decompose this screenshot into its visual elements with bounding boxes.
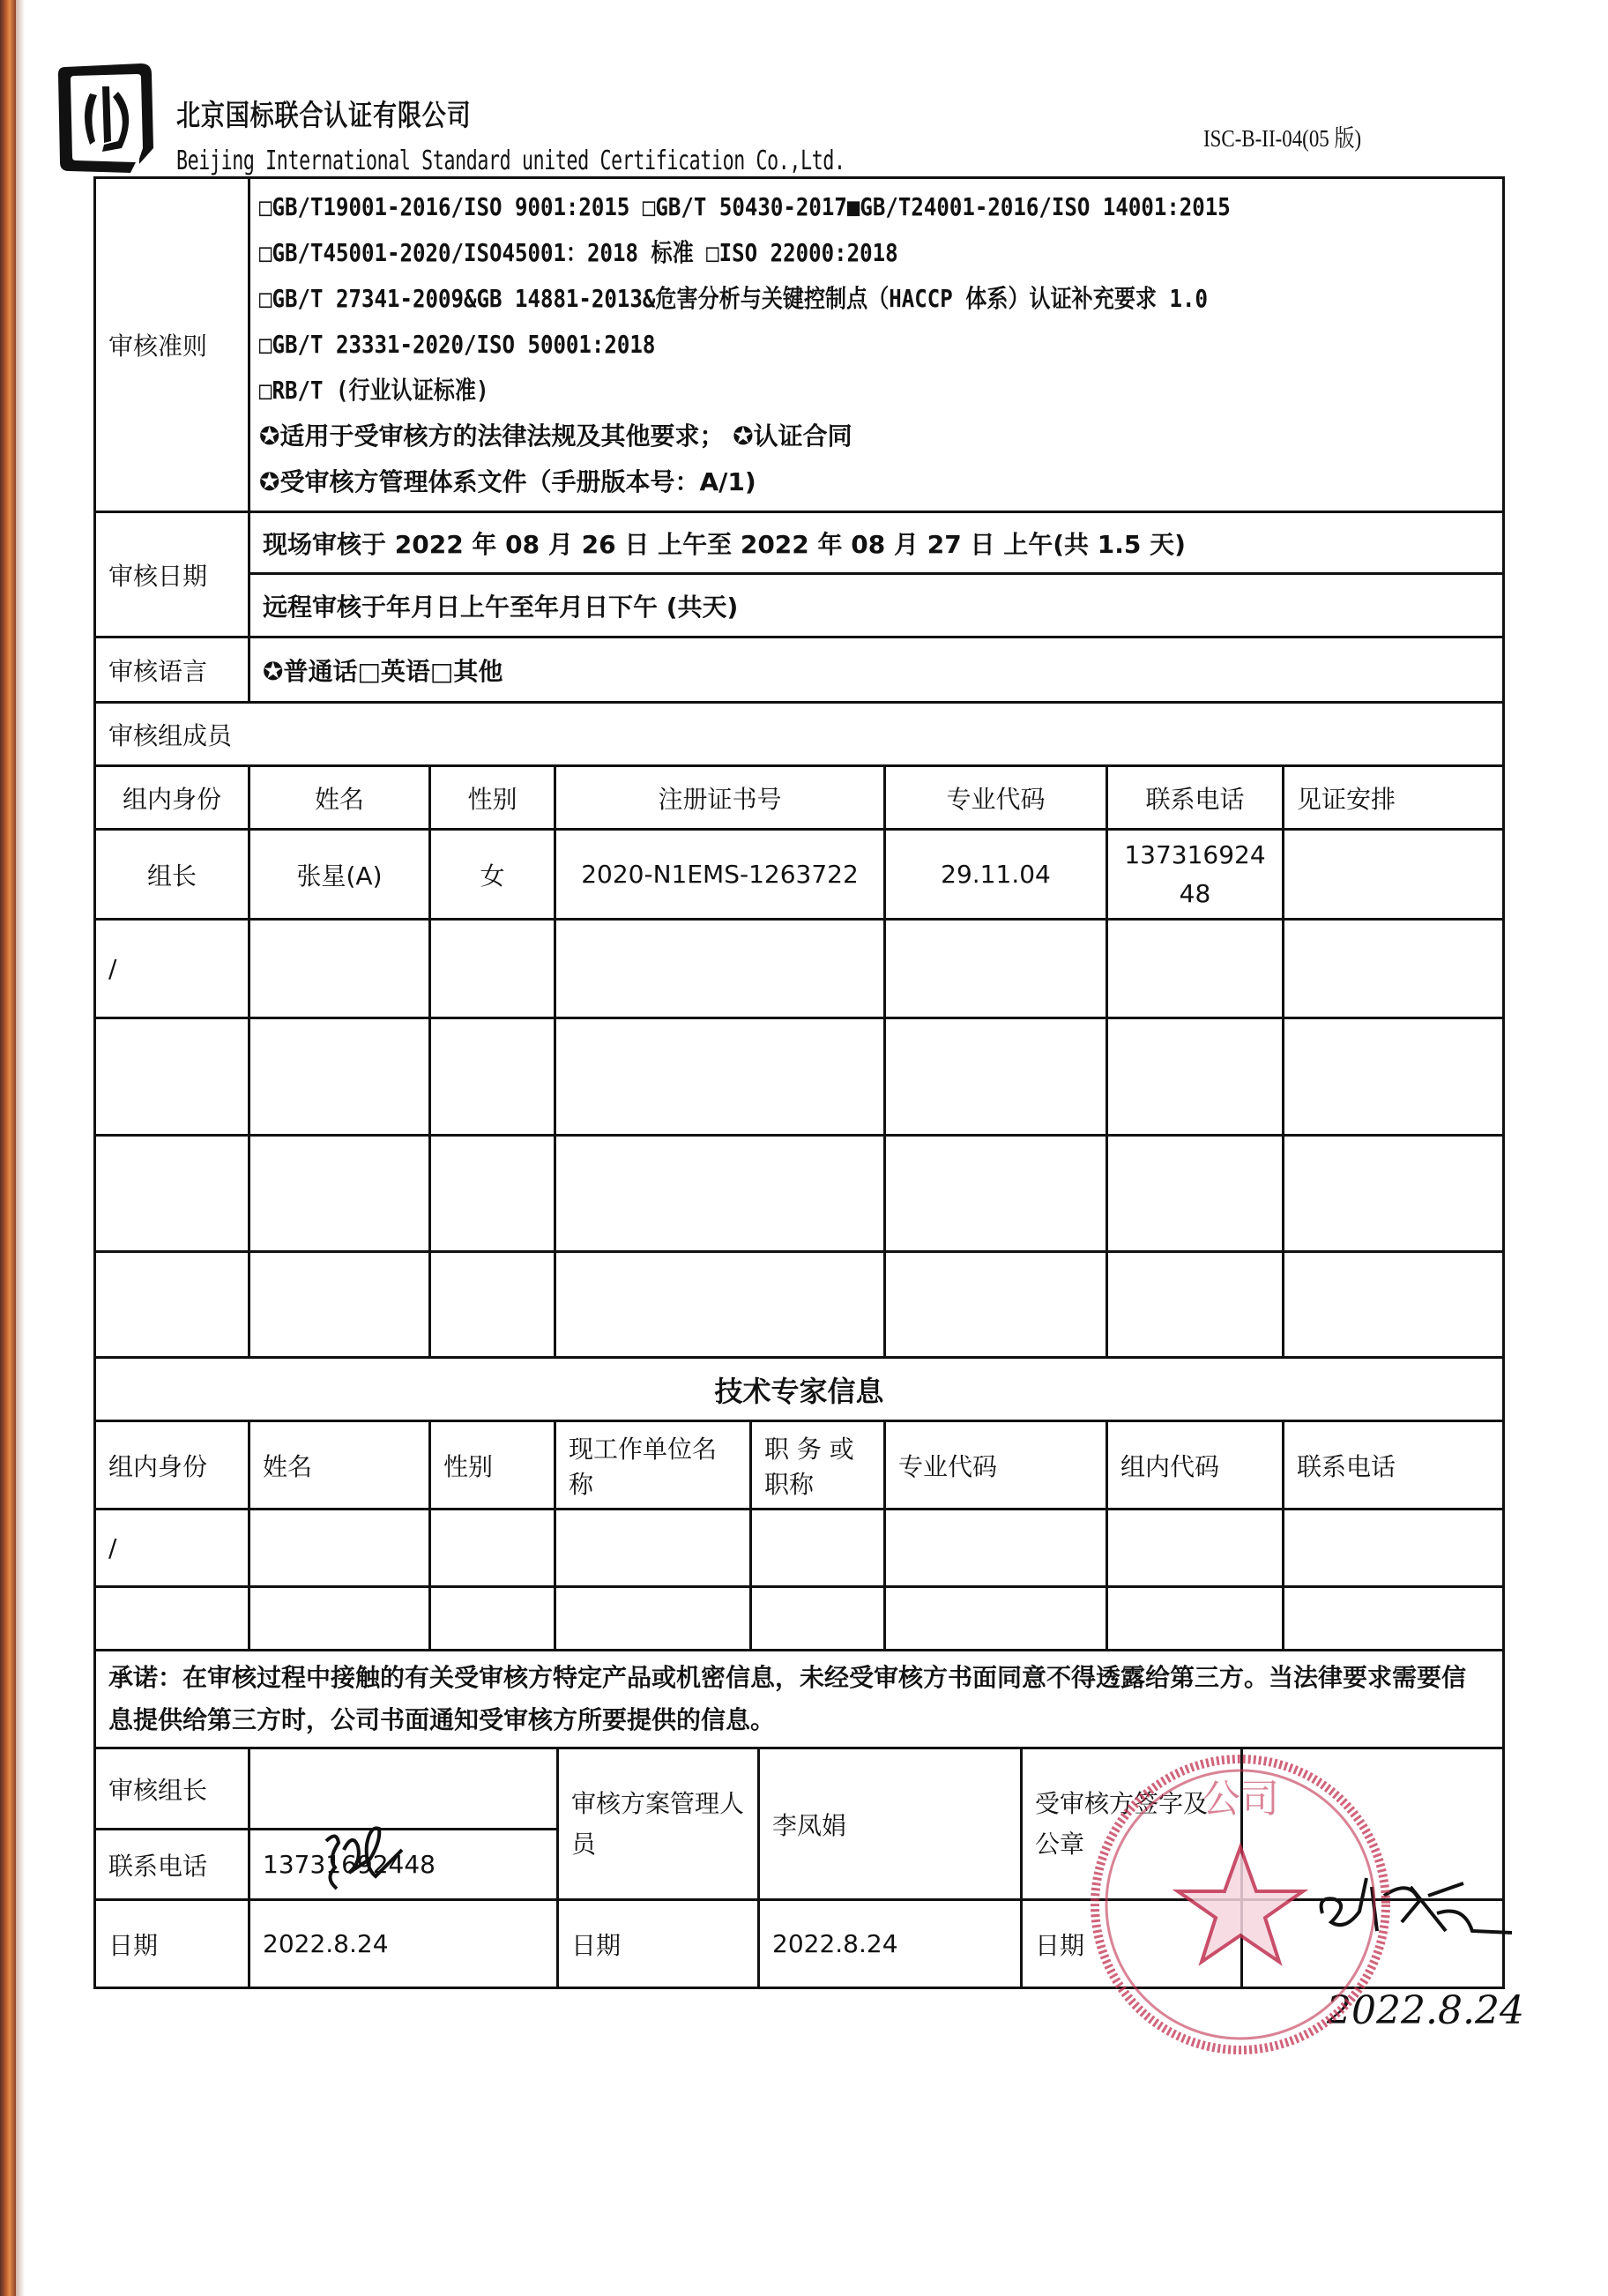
team-cert-no[interactable]: 2020-N1EMS-1263722	[555, 830, 885, 920]
team-name[interactable]	[249, 1018, 430, 1136]
team-gender[interactable]	[430, 1252, 555, 1358]
team-witness[interactable]	[1284, 1136, 1504, 1252]
audit-date-remote-row	[95, 574, 1504, 637]
auditee-signature-icon	[1314, 1860, 1516, 1949]
team-gender[interactable]	[430, 1136, 555, 1252]
program-manager-label: 审核方案管理人员	[558, 1748, 759, 1900]
col-header: 职 务 或 职称	[751, 1421, 885, 1510]
team-specialty-code[interactable]	[885, 920, 1107, 1018]
expert-row	[95, 1587, 1504, 1651]
audit-language-label: 审核语言	[95, 637, 249, 703]
expert-team-code[interactable]	[1107, 1587, 1284, 1651]
date-label: 日期	[95, 1900, 249, 1988]
auditee-date-handwritten: 2022.8.24	[1327, 1988, 1524, 2033]
expert-specialty-code[interactable]	[885, 1587, 1107, 1651]
expert-phone[interactable]	[1284, 1510, 1504, 1587]
program-manager-name[interactable]: 李凤娟	[759, 1748, 1022, 1900]
criteria-label: 审核准则	[95, 178, 249, 512]
date-label: 日期	[558, 1900, 759, 1988]
experts-table	[93, 1356, 1505, 1749]
expert-gender[interactable]	[430, 1510, 555, 1587]
experts-header-row	[95, 1421, 1504, 1510]
team-role[interactable]: 组长	[95, 830, 249, 920]
team-name[interactable]: 张星(A)	[249, 830, 430, 920]
team-role[interactable]	[95, 1252, 249, 1358]
expert-role[interactable]	[95, 1587, 249, 1651]
team-role[interactable]	[95, 1018, 249, 1136]
expert-employer[interactable]	[555, 1510, 751, 1587]
col-header: 性别	[430, 766, 555, 830]
team-specialty-code[interactable]	[885, 1018, 1107, 1136]
page-edge-fade	[16, 0, 25, 2296]
experts-title-row	[95, 1358, 1504, 1421]
col-header: 组内代码	[1107, 1421, 1284, 1510]
company-logo-icon	[55, 60, 160, 176]
expert-row	[95, 1510, 1504, 1587]
page-edge-shadow	[0, 0, 16, 2296]
team-title: 审核组成员	[95, 703, 1504, 766]
team-row	[95, 920, 1504, 1018]
expert-gender[interactable]	[430, 1587, 555, 1651]
team-role[interactable]	[95, 1136, 249, 1252]
onsite-audit-date[interactable]: 现场审核于 2022 年 08 月 26 日 上午至 2022 年 08 月 27 日 上午(共 1.5 天)	[249, 512, 1504, 574]
team-witness[interactable]	[1284, 1018, 1504, 1136]
expert-team-code[interactable]	[1107, 1510, 1284, 1587]
team-row	[95, 1136, 1504, 1252]
remote-audit-date[interactable]: 远程审核于年月日上午至年月日下午 (共天)	[249, 574, 1504, 637]
col-header: 姓名	[249, 1421, 430, 1510]
form-code: ISC-B-II-04(05 版)	[1203, 125, 1362, 152]
team-witness[interactable]	[1284, 1252, 1504, 1358]
criteria-line[interactable]: ✪适用于受审核方的法律法规及其他要求； ✪认证合同	[259, 421, 852, 451]
team-name[interactable]	[249, 1252, 430, 1358]
svg-text:公司: 公司	[1202, 1777, 1279, 1822]
team-row	[95, 1252, 1504, 1358]
team-gender[interactable]	[430, 1018, 555, 1136]
auditee-label: 受审核方签字及公章	[1022, 1748, 1242, 1900]
date-label: 日期	[1022, 1900, 1242, 1988]
company-name-en: Beijing International Standard united Certification Co.,Ltd.	[176, 145, 845, 176]
expert-phone[interactable]	[1284, 1587, 1504, 1651]
leader-phone[interactable]: 13731692448	[249, 1830, 558, 1900]
col-header: 组内身份	[95, 1421, 249, 1510]
criteria-line[interactable]: □GB/T19001-2016/ISO 9001:2015 □GB/T 50430-2017■GB/T24001-2016/ISO 14001:2015	[259, 192, 1231, 221]
expert-name[interactable]	[249, 1587, 430, 1651]
team-phone[interactable]: 13731692448	[1107, 830, 1284, 920]
expert-employer[interactable]	[555, 1587, 751, 1651]
team-cert-no[interactable]	[555, 920, 885, 1018]
team-header-row	[95, 766, 1504, 830]
leader-date[interactable]: 2022.8.24	[249, 1900, 558, 1988]
signoff-table	[93, 1747, 1505, 1989]
col-header: 专业代码	[885, 766, 1107, 830]
signoff-date-row	[95, 1900, 1504, 1988]
commitment-text: 承诺：在审核过程中接触的有关受审核方特定产品或机密信息，未经受审核方书面同意不得透露给第三方。当法律要求需要信息提供给第三方时，公司书面通知受审核方所要提供的信息。	[95, 1651, 1504, 1748]
program-date[interactable]: 2022.8.24	[759, 1900, 1022, 1988]
company-name-cn: 北京国标联合认证有限公司	[176, 98, 472, 132]
col-header: 组内身份	[95, 766, 249, 830]
team-cert-no[interactable]	[555, 1252, 885, 1358]
audit-date-label: 审核日期	[95, 512, 249, 637]
team-row	[95, 830, 1504, 920]
criteria-line[interactable]: □GB/T45001-2020/ISO45001：2018 标准 □ISO 22000:2018	[259, 238, 898, 267]
criteria-line[interactable]: ✪受审核方管理体系文件（手册版本号：A/1)	[259, 467, 756, 496]
team-specialty-code[interactable]	[885, 1136, 1107, 1252]
form-table	[93, 176, 1505, 767]
col-header: 姓名	[249, 766, 430, 830]
team-role[interactable]: /	[95, 920, 249, 1018]
criteria-line[interactable]: □GB/T 27341-2009&GB 14881-2013&危害分析与关键控制点（HACCP 体系）认证补充要求 1.0	[259, 284, 1209, 313]
team-witness[interactable]	[1284, 920, 1504, 1018]
experts-title: 技术专家信息	[95, 1358, 1504, 1421]
team-specialty-code[interactable]	[885, 1252, 1107, 1358]
expert-name[interactable]	[249, 1510, 430, 1587]
team-gender[interactable]	[430, 920, 555, 1018]
col-header: 见证安排	[1284, 766, 1504, 830]
col-header: 注册证书号	[555, 766, 885, 830]
team-phone[interactable]	[1107, 1252, 1284, 1358]
team-phone[interactable]	[1107, 920, 1284, 1018]
expert-specialty-code[interactable]	[885, 1510, 1107, 1587]
col-header: 联系电话	[1284, 1421, 1504, 1510]
team-name[interactable]	[249, 920, 430, 1018]
phone-label: 联系电话	[95, 1830, 249, 1900]
commitment-row	[95, 1651, 1504, 1748]
team-title-row	[95, 703, 1504, 766]
criteria-line[interactable]: □RB/T (行业认证标准)	[259, 376, 489, 405]
team-cert-no[interactable]	[555, 1136, 885, 1252]
team-cert-no[interactable]	[555, 1018, 885, 1136]
col-header: 联系电话	[1107, 766, 1284, 830]
expert-role[interactable]: /	[95, 1510, 249, 1587]
col-header: 性别	[430, 1421, 555, 1510]
audit-plan-form	[93, 176, 1502, 1989]
expert-title[interactable]	[751, 1510, 885, 1587]
team-phone[interactable]	[1107, 1018, 1284, 1136]
team-phone[interactable]	[1107, 1136, 1284, 1252]
team-name[interactable]	[249, 1136, 430, 1252]
team-table	[93, 764, 1505, 1359]
col-header: 专业代码	[885, 1421, 1107, 1510]
leader-signature-icon	[317, 1823, 414, 1894]
criteria-row	[95, 178, 1504, 512]
audit-language-value[interactable]: ✪普通话□英语□其他	[249, 637, 1504, 703]
leader-label: 审核组长	[95, 1748, 249, 1830]
team-gender[interactable]: 女	[430, 830, 555, 920]
criteria-line[interactable]: □GB/T 23331-2020/ISO 50001:2018	[259, 330, 656, 359]
team-specialty-code[interactable]: 29.11.04	[885, 830, 1107, 920]
team-witness[interactable]	[1284, 830, 1504, 920]
expert-title[interactable]	[751, 1587, 885, 1651]
audit-language-row	[95, 637, 1504, 703]
signoff-row	[95, 1748, 1504, 1830]
leader-signature-field[interactable]	[249, 1748, 558, 1830]
col-header: 现工作单位名称	[555, 1421, 751, 1510]
team-row	[95, 1018, 1504, 1136]
audit-date-onsite-row	[95, 512, 1504, 574]
